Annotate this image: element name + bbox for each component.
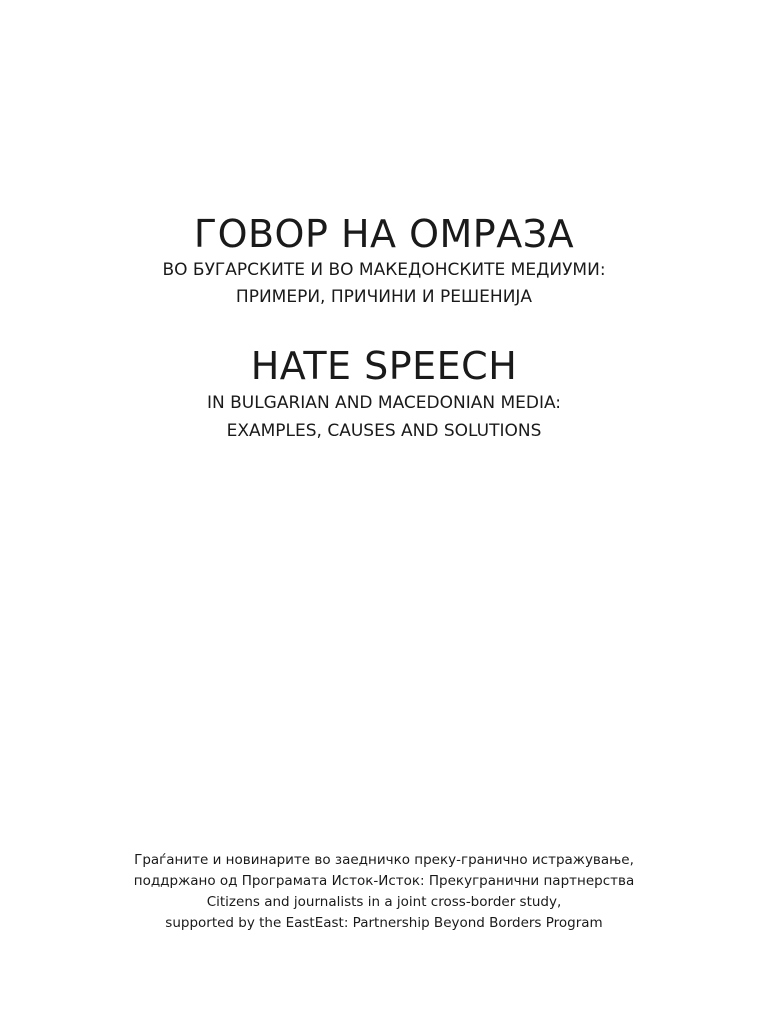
english-title-block: [0, 344, 768, 444]
macedonian-subtitle-line-1: ВО БУГАРСКИТЕ И ВО МАКЕДОНСКИТЕ МЕДИУМИ:: [162, 260, 606, 280]
project-credit-footer: [0, 850, 768, 934]
english-subtitle-line-1: IN BULGARIAN AND MACEDONIAN MEDIA:: [206, 393, 562, 413]
english-title: HATE SPEECH: [250, 344, 518, 388]
macedonian-title-block: [0, 212, 768, 310]
footer-line-2: поддржано од Програмата Исток-Исток: Прекугранични партнерства: [133, 873, 635, 889]
footer-line-3: Citizens and journalists in a joint cross-border study,: [206, 894, 562, 910]
english-subtitle-line-2: EXAMPLES, CAUSES AND SOLUTIONS: [226, 421, 542, 441]
footer-line-1: Граѓаните и новинарите во заедничко преку-гранично истражување,: [134, 852, 634, 868]
macedonian-title: ГОВОР НА ОМРАЗА: [193, 212, 575, 256]
footer-line-4: supported by the EastEast: Partnership Beyond Borders Program: [165, 915, 603, 931]
macedonian-subtitle-line-2: ПРИМЕРИ, ПРИЧИНИ И РЕШЕНИЈА: [235, 287, 533, 307]
